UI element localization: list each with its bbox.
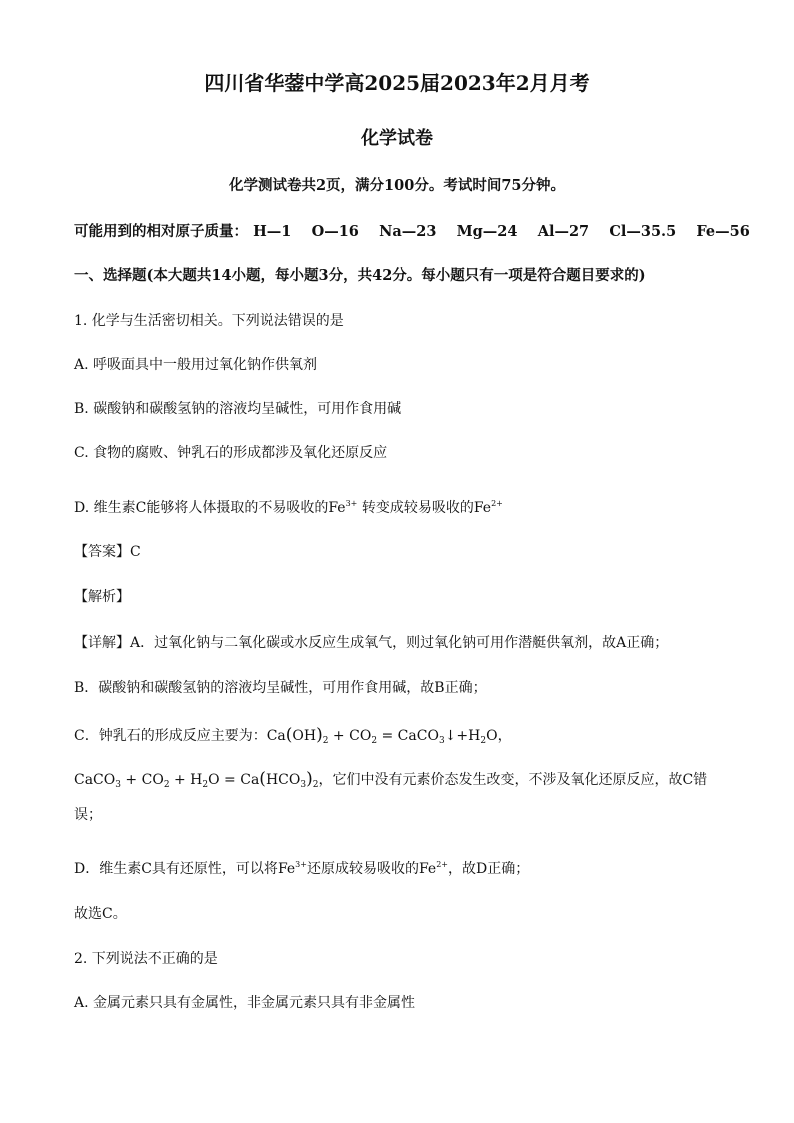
section-heading: 一、选择题(本大题共14小题，每小题3分，共42分。每小题只有一项是符合题目要求的)	[74, 267, 646, 284]
ion-fe3: $Fe^{3+}$	[328, 499, 358, 516]
question-2-stem: 2. 下列说法不正确的是	[74, 951, 218, 967]
question-1-option-a: A. 呼吸面具中一般用过氧化钠作供氧剂	[74, 357, 318, 373]
answer-line	[74, 542, 141, 562]
atomic-mass-al: Al—27	[537, 223, 590, 240]
atomic-mass-fe: Fe—56	[696, 223, 750, 240]
atomic-mass-mg: Mg—24	[456, 223, 518, 240]
atomic-mass-cl: Cl—35.5	[609, 223, 677, 240]
equation-2: CaCO$_3$ + $CO_2 + H_2O = Ca(HCO_3)_2$	[74, 769, 319, 790]
ion-fe2-detail: $Fe^{2+}$	[418, 860, 448, 877]
answer-value: C	[130, 544, 141, 560]
detail-c-line3: 误；	[74, 807, 102, 823]
ion-fe3-detail: $Fe^{3+}$	[277, 860, 307, 877]
ion-fe2: $Fe^{2+}$	[473, 499, 503, 516]
atomic-mass-o: O—16	[311, 223, 359, 240]
detail-tag: 【详解】	[74, 635, 130, 651]
detail-a: 【详解】A．过氧化钠与二氧化碳或水反应生成氧气，则过氧化钠可用作潜艇供氧剂，故A正确；	[74, 635, 669, 651]
conclusion: 故选C。	[74, 906, 127, 922]
question-1-option-d: D. 维生素C能够将人体摄取的不易吸收的$Fe^{3+}$ 转变成较易吸收的$Fe^{2+}$	[74, 499, 503, 516]
atomic-mass-label: 可能用到的相对原子质量：	[74, 223, 248, 240]
exam-subtitle: 化学试卷	[361, 128, 433, 149]
detail-c-line2: CaCO$_3$ + $CO_2 + H_2O = Ca(HCO_3)_2$，它们中没有元素价态发生改变，不涉及氧化还原反应，故C错	[74, 769, 708, 790]
question-2-option-a: A. 金属元素只具有金属性，非金属元素只具有非金属性	[74, 995, 416, 1011]
equation-1: $Ca(OH)_2 + CO_2$ = $CaCO_3↓+H_2O$	[266, 725, 498, 746]
question-1-stem: 1. 化学与生活密切相关。下列说法错误的是	[74, 313, 344, 329]
question-1-option-b: B. 碳酸钠和碳酸氢钠的溶液均呈碱性，可用作食用碱	[74, 401, 402, 417]
analysis-tag: 【解析】	[74, 589, 130, 605]
atomic-mass-h: H—1	[253, 223, 292, 240]
exam-title: 四川省华蓥中学高2025届2023年2月月考	[204, 71, 590, 95]
question-1-option-c: C. 食物的腐败、钟乳石的形成都涉及氧化还原反应	[74, 445, 388, 461]
detail-d: D．维生素C具有还原性，可以将$Fe^{3+}$还原成较易吸收的$Fe^{2+}$，故D正确；	[74, 860, 530, 877]
exam-info: 化学测试卷共2页，满分100分。考试时间75分钟。	[228, 177, 566, 194]
detail-b: B．碳酸钠和碳酸氢钠的溶液均呈碱性，可用作食用碱，故B正确；	[74, 680, 487, 696]
atomic-mass-line	[74, 222, 750, 242]
answer-tag: 【答案】	[74, 544, 130, 560]
detail-c-line1: C．钟乳石的形成反应主要为：$Ca(OH)_2 + CO_2$ = $CaCO_3↓+H_2O$，	[74, 725, 512, 746]
atomic-mass-na: Na—23	[379, 223, 437, 240]
